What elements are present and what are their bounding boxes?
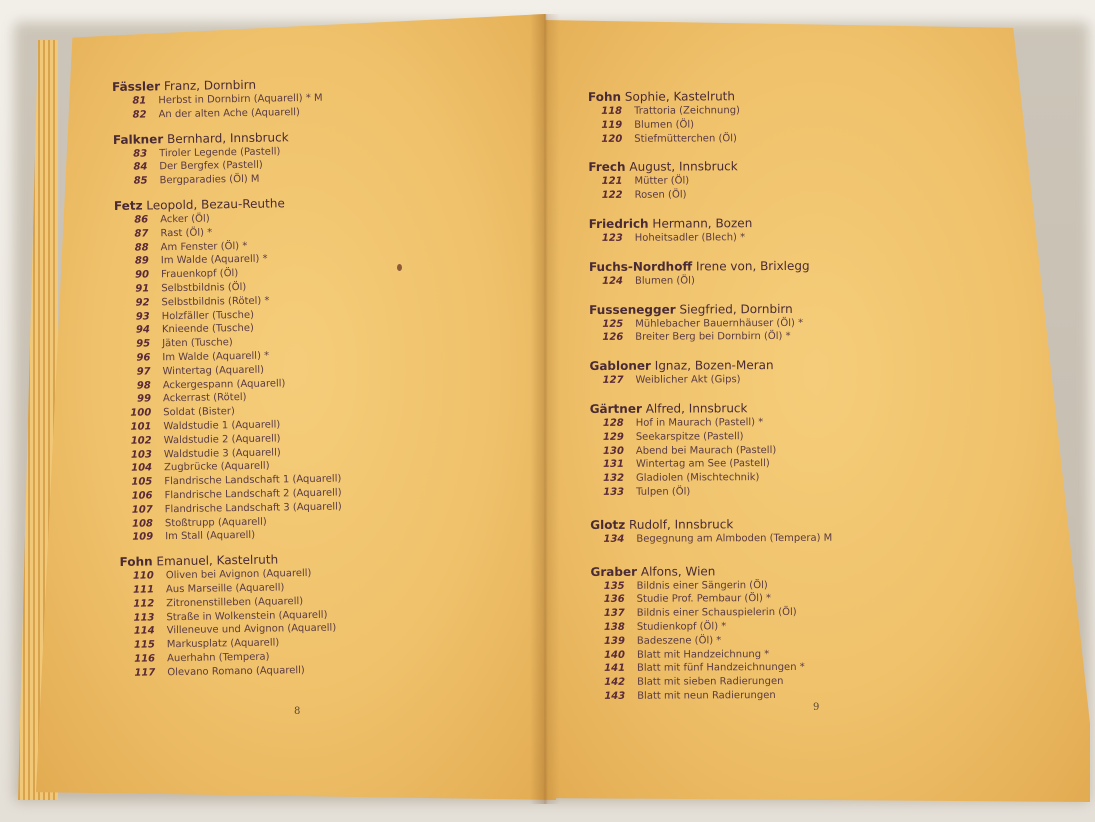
entry-number: 94	[135, 324, 151, 337]
left-page-listing	[112, 76, 344, 680]
entry-title: Studie Prof. Pembaur (Öl) *	[636, 593, 772, 606]
entry-title: Blatt mit neun Radierungen	[637, 689, 776, 702]
entry-number: 139	[603, 635, 625, 647]
entry-number: 143	[604, 690, 626, 702]
artist-surname: Fuchs-Nordhoff	[588, 259, 693, 274]
entry-title: Soldat (Bister)	[163, 406, 235, 419]
entry-number: 117	[134, 667, 156, 679]
entry-number: 123	[601, 232, 623, 244]
artist-details: Rudolf, Innsbruck	[625, 516, 734, 532]
entry-number: 115	[133, 639, 155, 651]
artist-details: Irene von, Brixlegg	[692, 258, 810, 274]
entry-number: 111	[133, 584, 155, 596]
entry-number: 131	[603, 459, 624, 471]
entry-title: Tiroler Legende (Pastell)	[159, 145, 281, 159]
entry-title: Mühlebacher Bauernhäuser (Öl) *	[635, 317, 804, 330]
entry-number: 102	[130, 435, 152, 447]
entry-title: Straße in Wolkenstein (Aquarell)	[166, 609, 328, 623]
artist-heading	[588, 159, 830, 174]
book-gutter	[530, 14, 560, 804]
entry-title: Am Fenster (Öl) *	[160, 240, 248, 253]
entry-title: Herbst in Dornbirn (Aquarell) * M	[158, 92, 323, 107]
entry-number: 113	[133, 611, 155, 624]
catalog-entry	[590, 485, 832, 500]
entry-number: 116	[134, 653, 156, 665]
artist-surname: Graber	[590, 564, 638, 579]
artist-group	[589, 259, 831, 289]
entry-title: Begegnung am Almboden (Tempera) M	[636, 532, 833, 545]
artist-surname: Glotz	[590, 517, 626, 532]
catalog-entry	[590, 457, 832, 472]
artist-heading	[590, 516, 832, 531]
catalog-entry	[589, 231, 831, 246]
catalog-entry	[588, 118, 830, 133]
entry-number: 124	[602, 275, 624, 287]
entry-number: 136	[603, 594, 625, 606]
entry-title: Aus Marseille (Aquarell)	[165, 582, 285, 596]
entry-title: Waldstudie 2 (Aquarell)	[163, 433, 281, 446]
artist-heading	[589, 301, 831, 316]
entry-number: 120	[601, 133, 623, 145]
entry-number: 121	[601, 176, 623, 188]
catalog-entry	[589, 330, 831, 345]
entry-number: 110	[132, 570, 154, 582]
entry-title: Wintertag am See (Pastell)	[635, 458, 770, 471]
artist-group	[589, 301, 831, 345]
artist-group	[590, 516, 832, 546]
entry-number: 112	[133, 598, 155, 610]
catalog-entry	[112, 105, 335, 122]
entry-title: Tulpen (Öl)	[636, 486, 691, 498]
entry-title: An der alten Ache (Aquarell)	[158, 106, 300, 121]
catalog-entry	[591, 661, 833, 676]
artist-group	[113, 129, 337, 189]
artist-details: August, Innsbruck	[625, 159, 738, 175]
catalog-entry	[590, 429, 832, 444]
artist-surname: Fohn	[588, 89, 622, 104]
entry-title: Badeszene (Öl) *	[636, 635, 722, 647]
catalog-entry	[590, 443, 832, 458]
entry-title: Weiblicher Akt (Gips)	[635, 374, 741, 386]
artist-details: Ignaz, Bozen-Meran	[650, 358, 774, 373]
entry-title: Abend bei Maurach (Pastell)	[635, 444, 777, 457]
entry-title: Selbstbildnis (Rötel) *	[161, 295, 270, 309]
entry-number: 95	[136, 338, 151, 350]
entry-number: 103	[130, 448, 152, 461]
entry-title: Waldstudie 3 (Aquarell)	[163, 446, 281, 460]
artist-heading	[589, 216, 831, 231]
entry-number: 90	[135, 269, 150, 281]
entry-title: Acker (Öl)	[160, 213, 210, 226]
artist-group	[589, 216, 831, 246]
entry-title: Blumen (Öl)	[634, 119, 695, 131]
entry-title: Seekarspitze (Pastell)	[635, 430, 744, 443]
catalog-entry	[119, 528, 342, 545]
entry-number: 96	[136, 352, 151, 364]
entry-title: Holzfäller (Tusche)	[161, 309, 255, 322]
entry-title: Flandrische Landschaft 2 (Aquarell)	[164, 487, 342, 502]
catalog-entry	[113, 172, 336, 189]
entry-title: Zugbrücke (Aquarell)	[164, 460, 270, 474]
artist-group	[119, 552, 344, 681]
entry-title: Zitronenstilleben (Aquarell)	[166, 595, 304, 609]
entry-number: 141	[604, 663, 626, 675]
catalog-entry	[590, 531, 832, 546]
artist-group	[114, 195, 342, 545]
entry-number: 142	[604, 676, 626, 689]
entry-number: 99	[137, 393, 152, 405]
entry-title: Breiter Berg bei Dornbirn (Öl) *	[635, 331, 791, 344]
entry-number: 91	[135, 283, 150, 295]
entry-number: 84	[133, 161, 148, 174]
entry-title: Rast (Öl) *	[160, 227, 213, 240]
catalog-entry	[590, 471, 832, 486]
catalog-entry	[591, 647, 833, 662]
entry-title: Knieende (Tusche)	[161, 323, 254, 336]
entry-number: 109	[132, 531, 154, 544]
entry-number: 82	[132, 109, 147, 121]
entry-title: Gladiolen (Mischtechnik)	[636, 472, 760, 484]
entry-number: 134	[603, 533, 625, 545]
entry-title: Jäten (Tusche)	[162, 337, 233, 350]
entry-number: 106	[131, 490, 153, 502]
entry-title: Der Bergfex (Pastell)	[159, 160, 263, 173]
entry-number: 108	[132, 517, 154, 530]
entry-title: Waldstudie 1 (Aquarell)	[163, 419, 281, 433]
artist-surname: Fohn	[119, 554, 153, 570]
entry-number: 86	[134, 214, 149, 226]
page-number-right: 9	[813, 702, 820, 713]
entry-title: Hof in Maurach (Pastell) *	[635, 417, 764, 429]
right-page-listing	[588, 89, 833, 704]
entry-number: 129	[602, 431, 624, 443]
entry-title: Studienkopf (Öl) *	[636, 621, 727, 633]
entry-number: 98	[136, 379, 151, 392]
entry-number: 132	[603, 472, 625, 485]
entry-title: Bildnis einer Sängerin (Öl)	[636, 579, 768, 592]
entry-number: 88	[134, 242, 149, 254]
artist-details: Emanuel, Kastelruth	[152, 552, 279, 569]
entry-title: Villeneuve und Avignon (Aquarell)	[166, 622, 337, 637]
entry-title: Ackerrast (Rötel)	[162, 392, 247, 405]
artist-details: Franz, Dornbirn	[160, 77, 257, 94]
entry-number: 126	[602, 332, 624, 344]
entry-title: Blatt mit fünf Handzeichnungen *	[637, 662, 805, 675]
catalog-entry	[588, 104, 830, 119]
entry-title: Trattoria (Zeichnung)	[634, 105, 740, 117]
artist-group	[588, 89, 830, 147]
catalog-entry	[591, 675, 833, 690]
artist-details: Hermann, Bozen	[648, 216, 753, 231]
artist-heading	[589, 259, 831, 274]
entry-number: 130	[602, 445, 624, 457]
entry-title: Flandrische Landschaft 3 (Aquarell)	[164, 501, 342, 515]
entry-number: 85	[133, 175, 148, 187]
entry-number: 118	[601, 105, 623, 117]
catalog-entry	[589, 274, 831, 289]
entry-title: Selbstbildnis (Öl)	[161, 281, 247, 295]
entry-title: Im Walde (Aquarell) *	[160, 253, 268, 267]
entry-number: 105	[131, 476, 153, 488]
artist-group	[588, 159, 830, 203]
artist-details: Leopold, Bezau-Reuthe	[142, 196, 285, 213]
entry-number: 107	[131, 504, 153, 516]
entry-number: 135	[603, 580, 625, 592]
catalog-entry	[589, 188, 831, 203]
paper-stain	[397, 264, 402, 271]
catalog-entry	[588, 174, 830, 189]
entry-title: Frauenkopf (Öl)	[160, 268, 239, 281]
artist-heading	[590, 401, 832, 416]
entry-number: 138	[603, 621, 625, 633]
artist-heading	[588, 89, 830, 104]
entry-title: Hoheitsadler (Blech) *	[634, 232, 746, 244]
artist-details: Bernhard, Innsbruck	[163, 129, 289, 146]
entry-title: Im Walde (Aquarell) *	[162, 350, 270, 364]
artist-details: Alfons, Wien	[636, 563, 716, 579]
entry-number: 101	[130, 421, 152, 433]
entry-title: Stoßtrupp (Aquarell)	[164, 516, 267, 529]
catalog-entry	[589, 316, 831, 331]
entry-title: Mütter (Öl)	[634, 175, 690, 188]
entry-number: 122	[601, 190, 623, 202]
entry-number: 87	[134, 228, 149, 240]
entry-number: 125	[602, 318, 624, 330]
entry-title: Flandrische Landschaft 1 (Aquarell)	[164, 473, 342, 488]
artist-surname: Frech	[588, 160, 626, 175]
entry-title: Olevano Romano (Aquarell)	[167, 664, 305, 678]
catalog-entry	[589, 373, 831, 388]
entry-number: 128	[602, 417, 624, 429]
entry-title: Ackergespann (Aquarell)	[162, 377, 286, 391]
catalog-entry	[591, 592, 833, 607]
entry-number: 119	[601, 119, 623, 131]
artist-surname: Friedrich	[588, 216, 649, 231]
artist-group	[112, 76, 336, 122]
entry-number: 81	[132, 95, 147, 107]
artist-surname: Gabloner	[589, 358, 651, 374]
entry-title: Oliven bei Avignon (Aquarell)	[165, 568, 312, 582]
entry-number: 127	[602, 374, 624, 387]
entry-title: Bildnis einer Schauspielerin (Öl)	[636, 607, 797, 619]
entry-number: 93	[135, 310, 150, 323]
catalog-entry	[591, 606, 833, 621]
catalog-entry	[591, 633, 833, 648]
entry-title: Wintertag (Aquarell)	[162, 364, 265, 377]
artist-heading	[589, 358, 831, 373]
catalog-entry	[588, 131, 830, 146]
entry-number: 140	[604, 649, 625, 661]
entry-title: Blatt mit sieben Radierungen	[637, 676, 784, 688]
entry-title: Auerhahn (Tempera)	[167, 651, 270, 665]
artist-surname: Fetz	[113, 198, 143, 213]
entry-title: Blatt mit Handzeichnung *	[636, 648, 770, 661]
artist-heading	[590, 563, 832, 578]
page-number-left: 8	[294, 706, 301, 717]
entry-number: 89	[134, 255, 149, 268]
entry-title: Bergparadies (Öl) M	[159, 173, 260, 187]
entry-title: Rosen (Öl)	[634, 189, 687, 201]
entry-number: 97	[136, 366, 151, 378]
artist-group	[589, 358, 831, 388]
catalog-entry	[590, 416, 832, 431]
artist-surname: Falkner	[112, 131, 164, 147]
entry-number: 83	[133, 148, 148, 160]
catalog-entry	[591, 689, 833, 704]
entry-number: 133	[603, 486, 625, 498]
artist-surname: Fussenegger	[589, 302, 676, 317]
artist-surname: Gärtner	[589, 401, 642, 416]
artist-details: Siegfried, Dornbirn	[675, 301, 793, 317]
entry-number: 137	[603, 607, 625, 620]
entry-number: 100	[130, 407, 152, 419]
entry-title: Blumen (Öl)	[634, 275, 695, 287]
entry-number: 104	[131, 462, 153, 475]
entry-number: 114	[133, 625, 155, 638]
artist-group	[590, 401, 832, 500]
artist-group	[590, 563, 833, 703]
catalog-entry	[591, 578, 833, 593]
entry-title: Stiefmütterchen (Öl)	[634, 132, 737, 145]
entry-title: Im Stall (Aquarell)	[165, 530, 256, 543]
artist-details: Alfred, Innsbruck	[641, 401, 748, 416]
catalog-entry	[591, 620, 833, 635]
entry-title: Markusplatz (Aquarell)	[166, 637, 280, 651]
artist-details: Sophie, Kastelruth	[621, 89, 736, 104]
entry-number: 92	[135, 297, 150, 309]
artist-surname: Fässler	[112, 79, 161, 94]
